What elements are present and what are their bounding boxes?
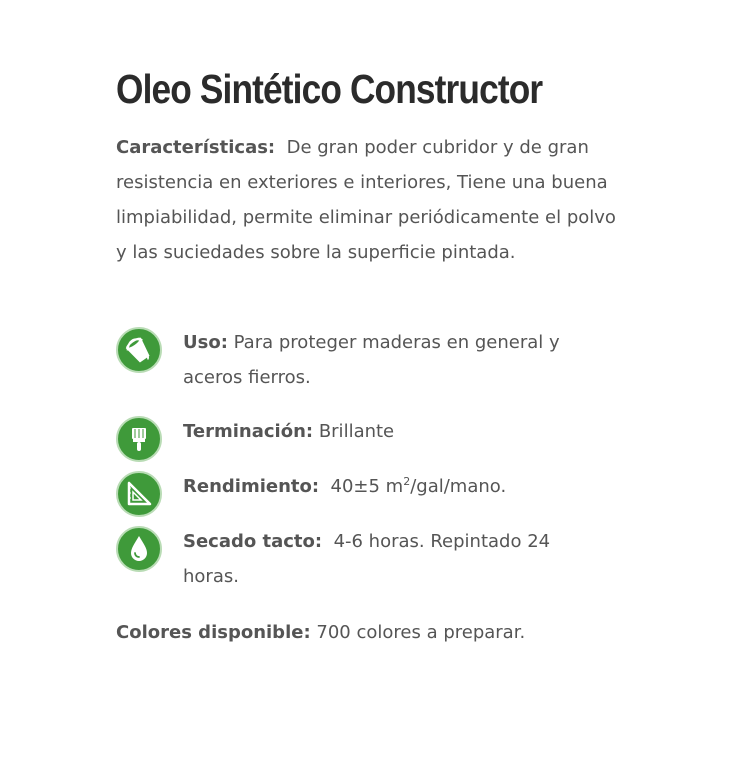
rendimiento-label: Rendimiento: <box>183 476 320 497</box>
rendimiento-superscript: 2 <box>403 475 411 488</box>
set-square-icon <box>116 471 162 517</box>
colores-disponible <box>116 615 525 650</box>
water-drop-icon <box>116 526 162 572</box>
terminacion-label: Terminación: <box>183 421 314 442</box>
uso-label: Uso: <box>183 332 228 353</box>
characteristics-paragraph <box>116 130 616 270</box>
terminacion-text: Brillante <box>318 421 395 442</box>
paint-bucket-icon <box>116 327 162 373</box>
secado-text: 4-6 horas. Repintado 24 horas. <box>183 531 551 587</box>
secado-label: Secado tacto: <box>183 531 323 552</box>
colores-text: 700 colores a preparar. <box>316 622 526 643</box>
paint-brush-icon <box>116 416 162 462</box>
rendimiento-text-before: 40±5 m <box>330 476 404 497</box>
uso-text: Para proteger maderas en general y aceros fierros. <box>183 332 560 388</box>
page-title: Oleo Sintético Constructor <box>116 66 543 112</box>
colores-label: Colores disponible: <box>116 622 311 643</box>
characteristics-label: Características: <box>116 137 276 158</box>
rendimiento-text-after: /gal/mano. <box>410 476 507 497</box>
characteristics-text: De gran poder cubridor y de gran resistencia en exteriores e interiores, Tiene una buena limpiabilidad, permite eliminar periódicamente el polvo y las suciedades sobre la superficie pintada. <box>116 137 616 263</box>
